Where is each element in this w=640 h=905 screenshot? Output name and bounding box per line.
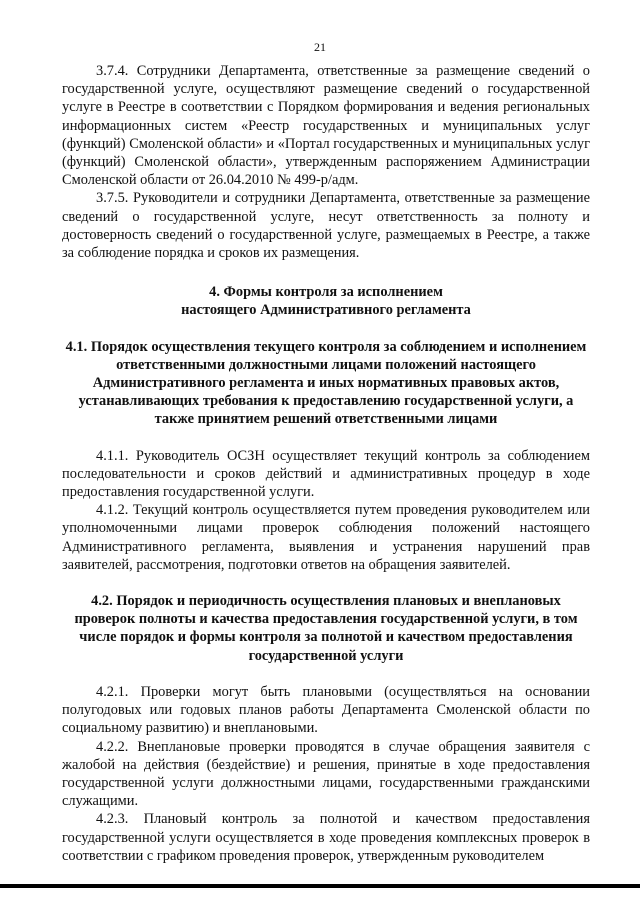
paragraph-4-2-2: 4.2.2. Внеплановые проверки проводятся в случае обращения заявителя с жалобой на действия (бездействие) и решения, принятые в ходе предоставления государственной услуги должностными лицами, государственными гражданскими служащими. (62, 738, 590, 810)
section-4-2-heading: 4.2. Порядок и периодичность осуществления плановых и внеплановых проверок полноты и качества предоставления государственной услуги, в том числе порядок и формы контроля за полнотой и качеством предоставления государственной услуги (74, 593, 578, 664)
section-4-title-line-2: настоящего Административного регламента (181, 302, 471, 319)
paragraph-4-1-2: 4.1.2. Текущий контроль осуществляется путем проведения руководителем или уполномоченными лицами проверок соблюдения положений настоящего Административного регламента, выявления и устранения нарушений прав заявителей, рассмотрения, подготовки ответов на обращения заявителей. (62, 502, 590, 573)
document-body (62, 62, 590, 865)
paragraph-3-7-5: 3.7.5. Руководители и сотрудники Департамента, ответственные за размещение сведений о государственной услуге, несут ответственность за полноту и достоверность сведений о государственной услуге, размещаемых в Реестре, а также за соблюдение порядка и сроков их размещения. (62, 190, 590, 262)
section-4-1-heading: 4.1. Порядок осуществления текущего контроля за соблюдением и исполнением ответственными должностными лицами положений настоящего Административного регламента и иных нормативных правовых актов, устанавливающих требования к предоставлению государственной услуги, а также принятием решений ответственными лицами (65, 338, 587, 428)
paragraph-4-2-3: 4.2.3. Плановый контроль за полнотой и качеством предоставления государственной услуги осуществляется в ходе проведения комплексных проверок в соответствии с графиком проведения проверок, утвержденным руководителем (62, 811, 590, 864)
page-number: 21 (314, 40, 326, 54)
paragraph-4-1-1: 4.1.1. Руководитель ОСЗН осуществляет текущий контроль за соблюдением последовательности и сроков действий и административных процедур в ходе предоставления государственной услуги. (62, 447, 590, 501)
section-4-heading (62, 283, 590, 319)
paragraph-4-2-1: 4.2.1. Проверки могут быть плановыми (осуществляться на основании полугодовых или годовых планов работы Департамента Смоленской области по социальному развитию) и внеплановыми. (62, 683, 590, 737)
page-bottom-rule (0, 884, 640, 888)
paragraph-3-7-4: 3.7.4. Сотрудники Департамента, ответственные за размещение сведений о государственной услуге, осуществляют размещение сведений о государственной услуге в Реестре в соответствии с Порядком формирования и ведения региональных информационных систем «Реестр государственных и муниципальных услуг (функций) Смоленской области» и «Портал государственных и муниципальных услуг (функций) Смоленской области», утвержденным распоряжением Администрации Смоленской области от 26.04.2010 № 499-р/адм. (62, 63, 590, 189)
section-4-title-line-1: 4. Формы контроля за исполнением (209, 284, 443, 301)
